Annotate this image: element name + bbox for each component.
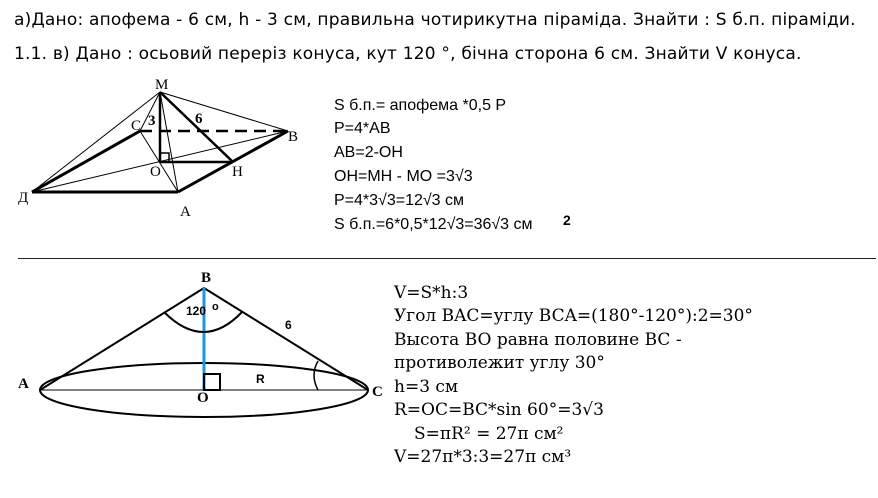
cone-solution-line: Высота BO равна половине BC - <box>394 330 682 350</box>
cone-solution-line: R=OC=BC*sin 60°=3√3 <box>394 400 604 420</box>
apothem-label-6: 6 <box>195 111 203 127</box>
cone-solution-line: противолежит углу 30° <box>394 353 605 373</box>
cone-solution-line: V=S*h:3 <box>394 283 469 303</box>
cone-solution-line: Угол BAC=углу BCA=(180°-120°):2=30° <box>394 306 753 326</box>
pyramid-solution-line: AB=2-OH <box>334 144 403 161</box>
area-superscript: 2 <box>563 212 571 228</box>
generatrix-label-6: 6 <box>285 318 292 332</box>
section-divider <box>18 258 876 259</box>
pyramid-solution-line: S б.п.= апофема *0,5 P <box>334 97 507 114</box>
height-label-3: 3 <box>148 113 156 129</box>
vertex-label-b: B <box>201 270 212 286</box>
degree-mark: o <box>212 301 219 313</box>
pyramid-solution-line: OH=MH - MO =3√3 <box>334 168 473 185</box>
center-label-o: O <box>197 390 209 406</box>
cone-solution-line: V=27π*3:3=27π см³ <box>394 447 572 467</box>
point-label-h: H <box>232 164 243 180</box>
pyramid-solution-line: S б.п.=6*0,5*12√3=36√3 см <box>334 216 533 233</box>
vertex-label-b: B <box>288 129 299 145</box>
pyramid-solution-line: P=4*AB <box>334 120 391 137</box>
angle-label-120 <box>186 301 219 318</box>
vertex-label-d: Д <box>18 190 29 206</box>
cone-solution-line: S=πR² = 27π см² <box>414 424 564 444</box>
angle-value: 120 <box>186 304 207 318</box>
problem-b-text: 1.1. в) Дано : осьовий переріз конуса, кут 120 °, бічна сторона 6 см. Знайти V конуса. <box>14 44 802 64</box>
vertex-label-c: C <box>131 118 142 134</box>
vertex-label-c: C <box>372 384 383 400</box>
radius-label-r: R <box>256 372 265 386</box>
problem-a-text: а)Дано: апофема - 6 см, h - 3 см, правильна чотирикутна піраміда. Знайти : S б.п. піраміди. <box>14 10 856 30</box>
pyramid-solution-line: P=4*3√3=12√3 см <box>334 192 464 209</box>
vertex-label-m: M <box>155 77 169 93</box>
vertex-label-a: A <box>18 376 29 392</box>
vertex-label-a: A <box>180 204 191 220</box>
cone-solution-line: h=3 см <box>394 377 459 397</box>
point-label-o: O <box>150 164 161 180</box>
